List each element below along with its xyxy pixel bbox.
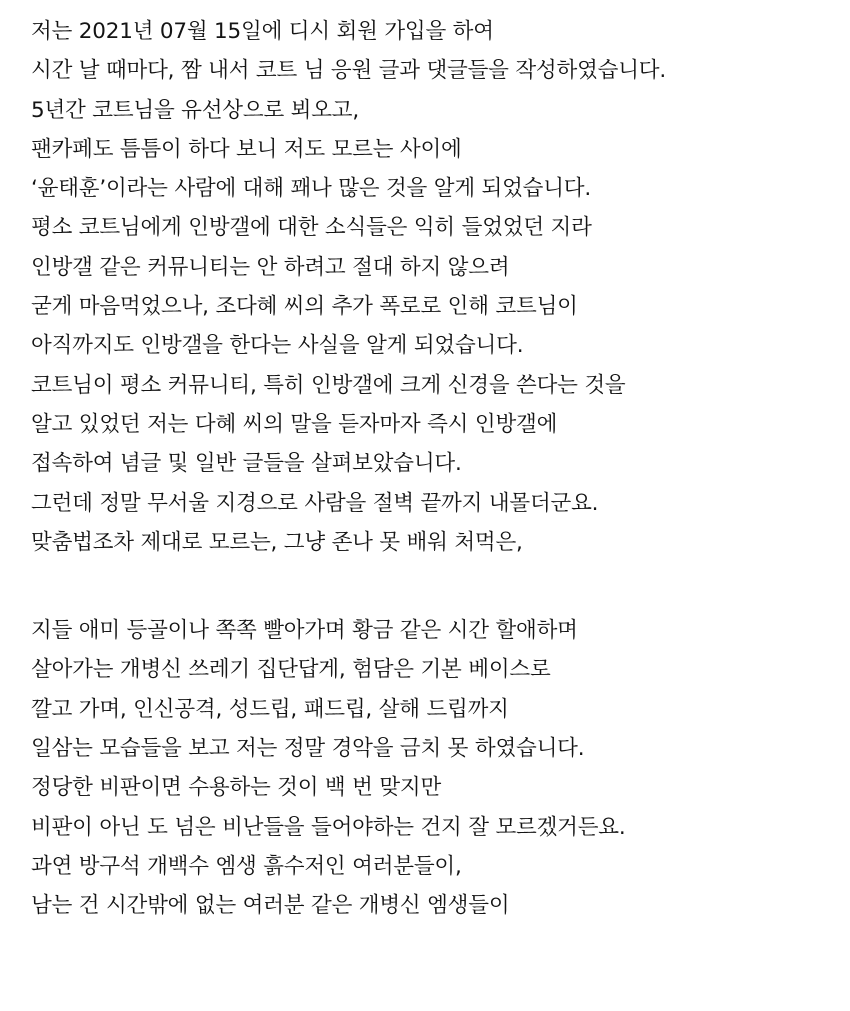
- text-line-17: 깔고 가며, 인신공격, 성드립, 패드립, 살해 드립까지: [31, 696, 509, 722]
- text-line-13: 그런데 정말 무서울 지경으로 사람을 절벽 끝까지 내몰더군요.: [31, 490, 599, 516]
- text-line-2: 시간 날 때마다, 짬 내서 코트 님 응원 글과 댓글들을 작성하였습니다.: [31, 58, 666, 84]
- text-line-19: 정당한 비판이면 수용하는 것이 백 번 맞지만: [31, 775, 442, 801]
- text-line-11: 알고 있었던 저는 다혜 씨의 말을 듣자마자 즉시 인방갤에: [31, 411, 558, 437]
- text-line-8: 굳게 마음먹었으나, 조다혜 씨의 추가 폭로로 인해 코트님이: [31, 294, 578, 320]
- text-line-20: 비판이 아닌 도 넘은 비난들을 들어야하는 건지 잘 모르겠거든요.: [31, 814, 626, 840]
- text-line-18: 일삼는 모습들을 보고 저는 정말 경악을 금치 못 하였습니다.: [31, 736, 585, 762]
- text-line-1: 저는 2021년 07월 15일에 디시 회원 가입을 하여: [31, 19, 494, 44]
- text-line-3: 5년간 코트님을 유선상으로 뵈오고,: [31, 97, 359, 123]
- text-line-22: 남는 건 시간밖에 없는 여러분 같은 개병신 엠생들이: [31, 893, 510, 919]
- text-line-10: 코트님이 평소 커뮤니티, 특히 인방갤에 크게 신경을 쓴다는 것을: [31, 372, 626, 398]
- document-body: [31, 12, 831, 926]
- text-line-6: 평소 코트님에게 인방갤에 대한 소식들은 익히 들었었던 지라: [31, 215, 592, 241]
- text-line-21: 과연 방구석 개백수 엠생 흙수저인 여러분들이,: [31, 853, 462, 879]
- blank-line: [31, 562, 831, 611]
- text-line-15: 지들 애미 등골이나 쪽쪽 빨아가며 황금 같은 시간 할애하며: [31, 618, 578, 644]
- text-line-16: 살아가는 개병신 쓰레기 집단답게, 험담은 기본 베이스로: [31, 657, 551, 683]
- text-line-5: ‘윤태훈’이라는 사람에 대해 꽤나 많은 것을 알게 되었습니다.: [31, 176, 592, 202]
- text-line-14: 맞춤법조차 제대로 모르는, 그냥 존나 못 배워 처먹은,: [31, 529, 523, 555]
- text-line-12: 접속하여 념글 및 일반 글들을 살펴보았습니다.: [31, 451, 462, 477]
- text-line-7: 인방갤 같은 커뮤니티는 안 하려고 절대 하지 않으려: [31, 254, 510, 280]
- text-line-9: 아직까지도 인방갤을 한다는 사실을 알게 되었습니다.: [31, 333, 524, 359]
- text-line-4: 팬카페도 틈틈이 하다 보니 저도 모르는 사이에: [31, 136, 462, 162]
